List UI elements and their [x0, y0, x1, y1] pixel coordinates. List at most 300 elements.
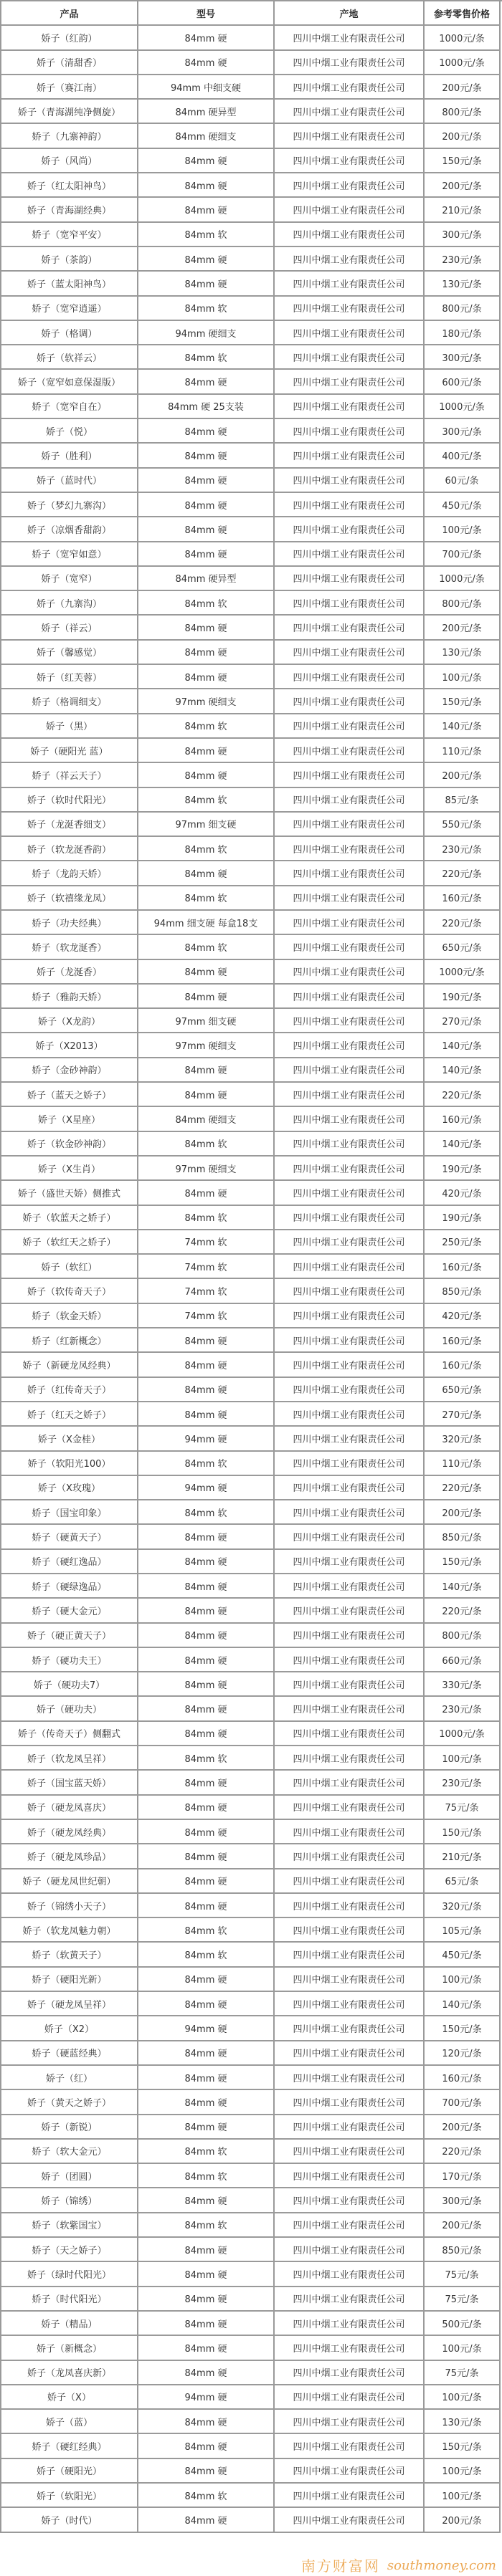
table-row	[1, 1599, 502, 1623]
cell-model: 84mm 软	[138, 1943, 275, 1967]
cell-price: 160元/条	[425, 1107, 501, 1131]
cell-price: 200元/条	[425, 75, 501, 100]
cell-origin: 四川中烟工业有限责任公司	[275, 51, 425, 75]
cell-origin: 四川中烟工业有限责任公司	[275, 1672, 425, 1697]
cell-model: 84mm 硬	[138, 149, 275, 173]
cell-origin: 四川中烟工业有限责任公司	[275, 1476, 425, 1500]
table-header-row	[1, 1, 502, 26]
cell-product: 娇子（红新概念）	[1, 1328, 138, 1353]
watermark-logo	[301, 2534, 496, 2575]
cell-model: 84mm 硬	[138, 1771, 275, 1795]
cell-product: 娇子（软金天娇）	[1, 1304, 138, 1328]
table-row	[1, 591, 502, 616]
table-row	[1, 2213, 502, 2238]
cell-origin: 四川中烟工业有限责任公司	[275, 1820, 425, 1844]
cell-product: 娇子（软黄天子）	[1, 1943, 138, 1967]
cell-product: 娇子（传奇天子）侧翻式	[1, 1722, 138, 1746]
cell-price: 1000元/条	[425, 567, 501, 591]
table-row	[1, 493, 502, 517]
cell-origin: 四川中烟工业有限责任公司	[275, 1157, 425, 1181]
cell-product: 娇子（硬龙凤珍品）	[1, 1844, 138, 1869]
cell-product: 娇子（清甜香）	[1, 51, 138, 75]
table-row	[1, 75, 502, 100]
cell-price: 320元/条	[425, 1894, 501, 1918]
cell-price: 140元/条	[425, 1033, 501, 1058]
table-row	[1, 2336, 502, 2360]
cell-origin: 四川中烟工业有限责任公司	[275, 616, 425, 640]
cell-product: 娇子（黄天之娇子）	[1, 2090, 138, 2115]
cell-product: 娇子（X金桂）	[1, 1427, 138, 1451]
cell-price: 270元/条	[425, 1402, 501, 1427]
cell-product: 娇子（茶韵）	[1, 247, 138, 272]
cell-price: 650元/条	[425, 935, 501, 959]
table-row	[1, 1255, 502, 1279]
cell-product: 娇子（蓝）	[1, 2410, 138, 2434]
cell-product: 娇子（精品）	[1, 2312, 138, 2336]
table-row	[1, 2041, 502, 2066]
table-row	[1, 223, 502, 247]
cell-product: 娇子（硬阳光 蓝）	[1, 739, 138, 763]
cell-product: 娇子（蓝太阳神鸟）	[1, 272, 138, 296]
cell-model: 84mm 硬	[138, 2262, 275, 2287]
cell-origin: 四川中烟工业有限责任公司	[275, 1771, 425, 1795]
cell-price: 65元/条	[425, 1869, 501, 1894]
cell-model: 94mm 硬细支	[138, 321, 275, 345]
cell-price: 850元/条	[425, 2238, 501, 2262]
cell-origin: 四川中烟工业有限责任公司	[275, 2140, 425, 2164]
cell-price: 1000元/条	[425, 1722, 501, 1746]
cell-price: 150元/条	[425, 689, 501, 714]
cell-product: 娇子（红传奇天子）	[1, 1378, 138, 1402]
cell-price: 600元/条	[425, 370, 501, 394]
cell-price: 800元/条	[425, 1624, 501, 1648]
table-row	[1, 2016, 502, 2041]
cell-origin: 四川中烟工业有限责任公司	[275, 886, 425, 911]
cell-origin: 四川中烟工业有限责任公司	[275, 517, 425, 542]
cell-price: 150元/条	[425, 1820, 501, 1844]
table-row	[1, 1083, 502, 1107]
cell-origin: 四川中烟工业有限责任公司	[275, 100, 425, 124]
table-row	[1, 641, 502, 665]
cell-model: 84mm 硬异型	[138, 100, 275, 124]
cell-model: 84mm 软	[138, 345, 275, 370]
cell-price: 420元/条	[425, 1304, 501, 1328]
cell-model: 84mm 硬	[138, 1722, 275, 1746]
table-row	[1, 1746, 502, 1771]
cell-model: 84mm 硬	[138, 1378, 275, 1402]
table-row	[1, 2262, 502, 2287]
header-model: 型号	[138, 1, 275, 26]
cell-price: 200元/条	[425, 763, 501, 787]
cell-model: 84mm 硬	[138, 1820, 275, 1844]
cell-origin: 四川中烟工业有限责任公司	[275, 2459, 425, 2484]
cell-product: 娇子（新锐）	[1, 2115, 138, 2140]
cell-model: 84mm 硬	[138, 1796, 275, 1820]
cell-model: 84mm 硬	[138, 2508, 275, 2532]
cell-price: 140元/条	[425, 1132, 501, 1157]
cell-price: 850元/条	[425, 1525, 501, 1549]
table-row	[1, 1058, 502, 1083]
cell-product: 娇子（锦绣）	[1, 2188, 138, 2213]
cell-origin: 四川中烟工业有限责任公司	[275, 75, 425, 100]
cell-model: 84mm 软	[138, 2164, 275, 2188]
table-row	[1, 2434, 502, 2458]
cell-product: 娇子（风尚）	[1, 149, 138, 173]
cell-model: 84mm 硬	[138, 1624, 275, 1648]
cell-model: 74mm 软	[138, 1255, 275, 1279]
table-row	[1, 1353, 502, 1377]
cell-price: 140元/条	[425, 714, 501, 739]
cell-price: 800元/条	[425, 100, 501, 124]
table-row	[1, 1328, 502, 1353]
cell-product: 娇子（黑）	[1, 714, 138, 739]
table-row	[1, 542, 502, 567]
cell-product: 娇子（宽窄）	[1, 567, 138, 591]
cell-model: 74mm 软	[138, 1279, 275, 1303]
cell-price: 800元/条	[425, 591, 501, 616]
cell-origin: 四川中烟工业有限责任公司	[275, 1206, 425, 1230]
cell-origin: 四川中烟工业有限责任公司	[275, 1255, 425, 1279]
cell-price: 140元/条	[425, 1992, 501, 2016]
cell-origin: 四川中烟工业有限责任公司	[275, 1599, 425, 1623]
cell-origin: 四川中烟工业有限责任公司	[275, 223, 425, 247]
cell-origin: 四川中烟工业有限责任公司	[275, 1697, 425, 1721]
cell-price: 130元/条	[425, 272, 501, 296]
cell-price: 100元/条	[425, 2484, 501, 2508]
table-row	[1, 419, 502, 444]
cell-model: 84mm 硬	[138, 2459, 275, 2484]
cell-model: 84mm 软	[138, 714, 275, 739]
cell-origin: 四川中烟工业有限责任公司	[275, 1968, 425, 1992]
cell-model: 84mm 硬	[138, 370, 275, 394]
table-row	[1, 100, 502, 124]
cell-price: 140元/条	[425, 1574, 501, 1599]
cell-product: 娇子（软龙凤魅力朝）	[1, 1918, 138, 1943]
cell-price: 300元/条	[425, 223, 501, 247]
table-row	[1, 173, 502, 198]
cell-price: 150元/条	[425, 2016, 501, 2041]
cell-product: 娇子（硬阳光新）	[1, 1968, 138, 1992]
cell-origin: 四川中烟工业有限责任公司	[275, 1230, 425, 1255]
cell-price: 75元/条	[425, 1796, 501, 1820]
cell-price: 650元/条	[425, 1378, 501, 1402]
cell-origin: 四川中烟工业有限责任公司	[275, 689, 425, 714]
table-row	[1, 567, 502, 591]
cell-product: 娇子（龙涎香细支）	[1, 813, 138, 837]
cell-origin: 四川中烟工业有限责任公司	[275, 2238, 425, 2262]
cell-origin: 四川中烟工业有限责任公司	[275, 1500, 425, 1525]
cell-price: 230元/条	[425, 1771, 501, 1795]
cell-product: 娇子（宽窄平安）	[1, 223, 138, 247]
cell-product: 娇子（国宝印象）	[1, 1500, 138, 1525]
table-row	[1, 665, 502, 689]
cell-price: 85元/条	[425, 788, 501, 813]
cell-origin: 四川中烟工业有限责任公司	[275, 370, 425, 394]
cell-model: 84mm 硬	[138, 272, 275, 296]
table-row	[1, 1476, 502, 1500]
cell-price: 100元/条	[425, 2385, 501, 2410]
cell-origin: 四川中烟工业有限责任公司	[275, 2287, 425, 2312]
cell-origin: 四川中烟工业有限责任公司	[275, 297, 425, 321]
cell-model: 84mm 硬	[138, 1328, 275, 1353]
cell-product: 娇子（九寨沟）	[1, 591, 138, 616]
cell-product: 娇子（软蓝天之娇子）	[1, 1206, 138, 1230]
cell-origin: 四川中烟工业有限责任公司	[275, 1009, 425, 1033]
cell-origin: 四川中烟工业有限责任公司	[275, 935, 425, 959]
table-row	[1, 370, 502, 394]
cell-price: 700元/条	[425, 542, 501, 567]
table-row	[1, 2484, 502, 2508]
cell-price: 220元/条	[425, 1599, 501, 1623]
cell-model: 94mm 硬	[138, 2385, 275, 2410]
table-row	[1, 1009, 502, 1033]
cell-origin: 四川中烟工业有限责任公司	[275, 395, 425, 419]
cell-product: 娇子（硬龙凤世纪朝）	[1, 1869, 138, 1894]
cell-product: 娇子（硬正黄天子）	[1, 1624, 138, 1648]
cell-origin: 四川中烟工业有限责任公司	[275, 1083, 425, 1107]
cell-origin: 四川中烟工业有限责任公司	[275, 2385, 425, 2410]
cell-price: 1000元/条	[425, 395, 501, 419]
cell-product: 娇子（软紫国宝）	[1, 2213, 138, 2238]
cell-origin: 四川中烟工业有限责任公司	[275, 861, 425, 886]
cell-model: 84mm 硬	[138, 1697, 275, 1721]
cell-model: 84mm 硬	[138, 665, 275, 689]
cell-price: 190元/条	[425, 1206, 501, 1230]
table-row	[1, 1206, 502, 1230]
cell-model: 84mm 硬	[138, 1894, 275, 1918]
table-row	[1, 297, 502, 321]
table-row	[1, 1402, 502, 1427]
cell-product: 娇子（金砂神韵）	[1, 1058, 138, 1083]
cell-product: 娇子（蓝天之娇子）	[1, 1083, 138, 1107]
table-row	[1, 861, 502, 886]
table-row	[1, 2140, 502, 2164]
cell-product: 娇子（龙韵天娇）	[1, 861, 138, 886]
table-row	[1, 395, 502, 419]
cell-product: 娇子（龙涎香）	[1, 960, 138, 985]
cell-origin: 四川中烟工业有限责任公司	[275, 149, 425, 173]
cell-origin: 四川中烟工业有限责任公司	[275, 1844, 425, 1869]
table-row	[1, 1427, 502, 1451]
cell-price: 150元/条	[425, 149, 501, 173]
cell-price: 105元/条	[425, 1918, 501, 1943]
cell-model: 84mm 硬	[138, 2410, 275, 2434]
cell-origin: 四川中烟工业有限责任公司	[275, 247, 425, 272]
cell-product: 娇子（红天之娇子）	[1, 1402, 138, 1427]
cell-model: 97mm 硬细支	[138, 1033, 275, 1058]
cell-model: 84mm 硬	[138, 1574, 275, 1599]
table-row	[1, 837, 502, 861]
cell-origin: 四川中烟工业有限责任公司	[275, 2312, 425, 2336]
cell-model: 74mm 软	[138, 1230, 275, 1255]
cell-origin: 四川中烟工业有限责任公司	[275, 493, 425, 517]
cell-price: 200元/条	[425, 616, 501, 640]
cell-product: 娇子（绿时代阳光）	[1, 2262, 138, 2287]
cell-price: 320元/条	[425, 1427, 501, 1451]
table-row	[1, 1648, 502, 1672]
cell-origin: 四川中烟工业有限责任公司	[275, 1328, 425, 1353]
table-row	[1, 247, 502, 272]
table-row	[1, 2410, 502, 2434]
cell-product: 娇子（新概念）	[1, 2336, 138, 2360]
cell-product: 娇子（悦）	[1, 419, 138, 444]
table-row	[1, 1500, 502, 1525]
cell-origin: 四川中烟工业有限责任公司	[275, 1894, 425, 1918]
cell-model: 97mm 细支硬	[138, 1009, 275, 1033]
cell-product: 娇子（红）	[1, 2066, 138, 2090]
cell-origin: 四川中烟工业有限责任公司	[275, 1058, 425, 1083]
cell-product: 娇子（软龙涎香韵）	[1, 837, 138, 861]
cell-price: 200元/条	[425, 1500, 501, 1525]
cell-price: 200元/条	[425, 124, 501, 148]
cell-origin: 四川中烟工业有限责任公司	[275, 1181, 425, 1205]
cell-price: 100元/条	[425, 1968, 501, 1992]
cell-product: 娇子（硬功夫王）	[1, 1648, 138, 1672]
cell-model: 84mm 软	[138, 1452, 275, 1476]
table-row	[1, 1574, 502, 1599]
table-row	[1, 2385, 502, 2410]
cell-model: 97mm 硬细支	[138, 1157, 275, 1181]
cell-model: 84mm 硬	[138, 1058, 275, 1083]
cell-product: 娇子（梦幻九寨沟）	[1, 493, 138, 517]
cell-price: 160元/条	[425, 1328, 501, 1353]
cell-product: 娇子（硬龙凤经典）	[1, 1820, 138, 1844]
cell-product: 娇子（软龙涎香）	[1, 935, 138, 959]
table-row	[1, 960, 502, 985]
cell-origin: 四川中烟工业有限责任公司	[275, 911, 425, 935]
table-row	[1, 1107, 502, 1131]
cell-product: 娇子（硬阳光）	[1, 2459, 138, 2484]
cell-price: 800元/条	[425, 297, 501, 321]
cell-model: 84mm 硬细支	[138, 124, 275, 148]
cell-product: 娇子（新硬龙凤经典）	[1, 1353, 138, 1377]
cell-product: 娇子（馨感觉）	[1, 641, 138, 665]
cell-price: 500元/条	[425, 2312, 501, 2336]
cell-price: 130元/条	[425, 2410, 501, 2434]
table-row	[1, 1378, 502, 1402]
cell-origin: 四川中烟工业有限责任公司	[275, 1402, 425, 1427]
watermark-cn: 南方财富网	[300, 2557, 380, 2575]
cell-price: 220元/条	[425, 861, 501, 886]
table-row	[1, 739, 502, 763]
table-row	[1, 1672, 502, 1697]
table-row	[1, 2459, 502, 2484]
cell-model: 97mm 硬细支	[138, 689, 275, 714]
cell-price: 270元/条	[425, 1009, 501, 1033]
cell-product: 娇子（软大金元）	[1, 2140, 138, 2164]
table-row	[1, 1894, 502, 1918]
cell-model: 94mm 细支硬 每盒18支	[138, 911, 275, 935]
cell-price: 400元/条	[425, 444, 501, 468]
cell-origin: 四川中烟工业有限责任公司	[275, 444, 425, 468]
cell-origin: 四川中烟工业有限责任公司	[275, 1132, 425, 1157]
table-row	[1, 813, 502, 837]
cell-product: 娇子（软金砂神韵）	[1, 1132, 138, 1157]
cell-origin: 四川中烟工业有限责任公司	[275, 2213, 425, 2238]
cell-origin: 四川中烟工业有限责任公司	[275, 1279, 425, 1303]
cell-model: 84mm 硬细支	[138, 1107, 275, 1131]
cell-product: 娇子（软时代阳光）	[1, 788, 138, 813]
cell-price: 300元/条	[425, 419, 501, 444]
cell-origin: 四川中烟工业有限责任公司	[275, 345, 425, 370]
cell-price: 660元/条	[425, 1648, 501, 1672]
cell-model: 84mm 硬	[138, 2312, 275, 2336]
cell-model: 84mm 硬	[138, 469, 275, 493]
cell-model: 84mm 硬	[138, 493, 275, 517]
cell-product: 娇子（锦绣小天子）	[1, 1894, 138, 1918]
cell-model: 84mm 硬	[138, 26, 275, 50]
cell-price: 100元/条	[425, 665, 501, 689]
cell-price: 250元/条	[425, 1230, 501, 1255]
cell-price: 130元/条	[425, 641, 501, 665]
table-row	[1, 689, 502, 714]
cell-model: 84mm 硬	[138, 542, 275, 567]
cell-price: 230元/条	[425, 837, 501, 861]
cell-product: 娇子（祥云天子）	[1, 763, 138, 787]
table-row	[1, 1968, 502, 1992]
cell-origin: 四川中烟工业有限责任公司	[275, 1304, 425, 1328]
table-row	[1, 345, 502, 370]
table-row	[1, 714, 502, 739]
header-product: 产品	[1, 1, 138, 26]
cell-origin: 四川中烟工业有限责任公司	[275, 321, 425, 345]
cell-origin: 四川中烟工业有限责任公司	[275, 124, 425, 148]
table-body	[1, 26, 502, 2532]
cell-product: 娇子（硬功夫7）	[1, 1672, 138, 1697]
cell-origin: 四川中烟工业有限责任公司	[275, 1624, 425, 1648]
table-row	[1, 517, 502, 542]
cell-price: 300元/条	[425, 345, 501, 370]
cell-price: 160元/条	[425, 886, 501, 911]
cell-model: 84mm 硬	[138, 1083, 275, 1107]
cell-origin: 四川中烟工业有限责任公司	[275, 2434, 425, 2458]
cell-product: 娇子（盛世天娇）侧推式	[1, 1181, 138, 1205]
cell-price: 450元/条	[425, 493, 501, 517]
table-row	[1, 1992, 502, 2016]
cell-model: 84mm 硬	[138, 1550, 275, 1574]
cell-product: 娇子（硬龙凤呈祥）	[1, 1992, 138, 2016]
cell-price: 850元/条	[425, 1279, 501, 1303]
cell-model: 84mm 软	[138, 2213, 275, 2238]
table-row	[1, 444, 502, 468]
cell-price: 330元/条	[425, 1672, 501, 1697]
cell-model: 84mm 软	[138, 223, 275, 247]
cell-origin: 四川中烟工业有限责任公司	[275, 2115, 425, 2140]
table-row	[1, 1157, 502, 1181]
cell-model: 84mm 硬	[138, 763, 275, 787]
table-row	[1, 1869, 502, 1894]
cell-price: 450元/条	[425, 1943, 501, 1967]
cell-price: 200元/条	[425, 2508, 501, 2532]
cell-price: 200元/条	[425, 2115, 501, 2140]
cell-price: 300元/条	[425, 2188, 501, 2213]
cell-model: 84mm 硬	[138, 985, 275, 1009]
cell-model: 84mm 硬	[138, 616, 275, 640]
cell-product: 娇子（软阳光100）	[1, 1452, 138, 1476]
cell-model: 84mm 硬	[138, 2434, 275, 2458]
cell-product: 娇子（九寨神韵）	[1, 124, 138, 148]
table-row	[1, 1525, 502, 1549]
cell-model: 94mm 中细支硬	[138, 75, 275, 100]
cell-model: 84mm 硬	[138, 2090, 275, 2115]
table-row	[1, 51, 502, 75]
table-row	[1, 2090, 502, 2115]
cell-model: 84mm 硬	[138, 1181, 275, 1205]
cell-origin: 四川中烟工业有限责任公司	[275, 591, 425, 616]
cell-product: 娇子（国宝蓝天娇）	[1, 1771, 138, 1795]
cell-price: 160元/条	[425, 2066, 501, 2090]
cell-price: 160元/条	[425, 1255, 501, 1279]
